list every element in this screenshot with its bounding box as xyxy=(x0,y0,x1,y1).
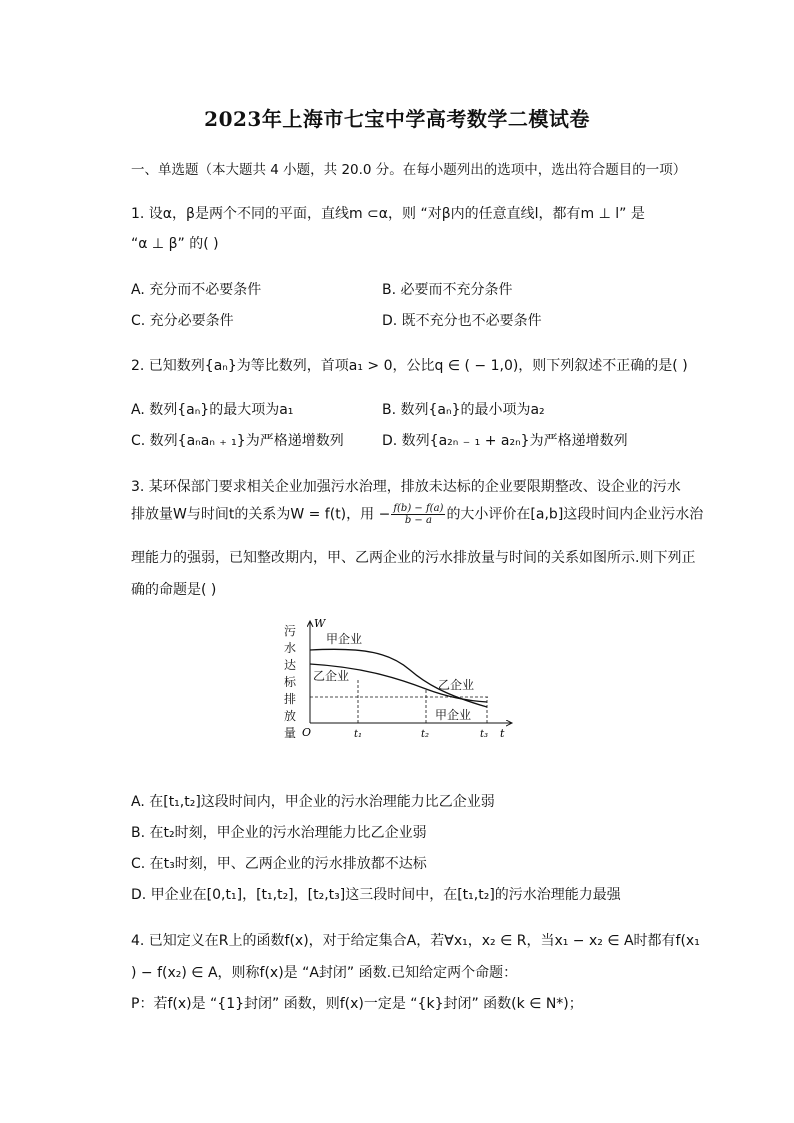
q3-stem-line2-post: 的大小评价在[a,b]这段时间内企业污水治 xyxy=(446,506,704,523)
tick-t1: t₁ xyxy=(354,729,363,740)
q1-option-c[interactable]: C. 充分必要条件 xyxy=(131,313,234,329)
label-yi-right: 乙企业 xyxy=(438,678,475,692)
q3-option-d[interactable]: D. 甲企业在[0,t₁]，[t₁,t₂]，[t₂,t₃]这三段时间中，在[t₁,t₂]的污水治理能力最强 xyxy=(131,887,621,903)
y-side-char: 污 xyxy=(284,624,297,638)
q3-figure xyxy=(280,615,520,745)
q1-stem-line1: 1. 设α，β是两个不同的平面，直线m ⊂α，则 “对β内的任意直线l，都有m ⊥ l” 是 xyxy=(131,206,645,222)
label-yi-left: 乙企业 xyxy=(313,669,350,683)
q3-stem-line4: 确的命题是( ) xyxy=(131,582,217,598)
tick-t3: t₃ xyxy=(480,729,489,740)
tick-t2: t₂ xyxy=(421,729,430,740)
q1-stem-line2: “α ⊥ β” 的( ) xyxy=(131,236,219,252)
q3-option-b[interactable]: B. 在t₂时刻，甲企业的污水治理能力比乙企业弱 xyxy=(131,825,427,841)
q4-proposition-p: P：若f(x)是 “{1}封闭” 函数，则f(x)一定是 “{k}封闭” 函数(k ∈ N*)； xyxy=(131,996,583,1012)
q4-stem-line1: 4. 已知定义在R上的函数f(x)，对于给定集合A，若∀x₁，x₂ ∈ R，当x₁ − x₂ ∈ A时都有f(x₁ xyxy=(131,933,700,949)
q2-option-a[interactable]: A. 数列{aₙ}的最大项为a₁ xyxy=(131,402,294,418)
x-axis-label: t xyxy=(500,727,505,740)
q2-option-d[interactable]: D. 数列{a₂ₙ ₋ ₁ + a₂ₙ}为严格递增数列 xyxy=(382,433,628,449)
q2-stem-line1: 2. 已知数列{aₙ}为等比数列，首项a₁ > 0，公比q ∈ ( − 1,0)，则下列叙述不正确的是( ) xyxy=(131,358,688,374)
y-side-char: 水 xyxy=(284,641,297,655)
y-side-char: 标 xyxy=(284,675,297,689)
q1-option-d[interactable]: D. 既不充分也不必要条件 xyxy=(382,313,542,329)
label-jia-top: 甲企业 xyxy=(326,632,363,646)
y-side-char: 达 xyxy=(284,658,297,672)
q2-option-b[interactable]: B. 数列{aₙ}的最小项为a₂ xyxy=(382,402,545,418)
origin-label: O xyxy=(302,726,312,739)
section-heading: 一、单选题（本大题共 4 小题，共 20.0 分。在每小题列出的选项中，选出符合题目的一项） xyxy=(131,162,687,178)
q3-stem-line2 xyxy=(131,503,703,526)
q3-option-c[interactable]: C. 在t₃时刻，甲、乙两企业的污水排放都不达标 xyxy=(131,856,427,872)
y-side-label xyxy=(284,624,297,740)
q3-fraction-numerator: f(b) − f(a) xyxy=(393,503,444,514)
y-axis-label: W xyxy=(314,617,326,630)
q1-option-a[interactable]: A. 充分而不必要条件 xyxy=(131,282,262,298)
q4-stem-line2: ) − f(x₂) ∈ A，则称f(x)是 “A封闭” 函数.已知给定两个命题： xyxy=(131,965,518,981)
y-side-char: 排 xyxy=(284,692,297,706)
q1-option-b[interactable]: B. 必要而不充分条件 xyxy=(382,282,513,298)
label-jia-bottom: 甲企业 xyxy=(435,708,472,722)
q3-fraction-denominator: b − a xyxy=(404,515,432,526)
q3-stem-line1: 3. 某环保部门要求相关企业加强污水治理，排放未达标的企业要限期整改、设企业的污水 xyxy=(131,479,681,495)
exam-title: 2023年上海市七宝中学高考数学二模试卷 xyxy=(204,107,590,131)
q3-stem-line3: 理能力的强弱，已知整改期内，甲、乙两企业的污水排放量与时间的关系如图所示.则下列正 xyxy=(131,550,696,566)
q3-stem-line2-pre: 排放量W与时间t的关系为W = f(t)，用 − xyxy=(131,506,391,523)
q3-option-a[interactable]: A. 在[t₁,t₂]这段时间内，甲企业的污水治理能力比乙企业弱 xyxy=(131,794,495,810)
q2-option-c[interactable]: C. 数列{aₙaₙ ₊ ₁}为严格递增数列 xyxy=(131,433,344,449)
y-side-char: 量 xyxy=(284,726,297,740)
y-side-char: 放 xyxy=(284,709,297,723)
q3-fraction xyxy=(391,503,445,526)
